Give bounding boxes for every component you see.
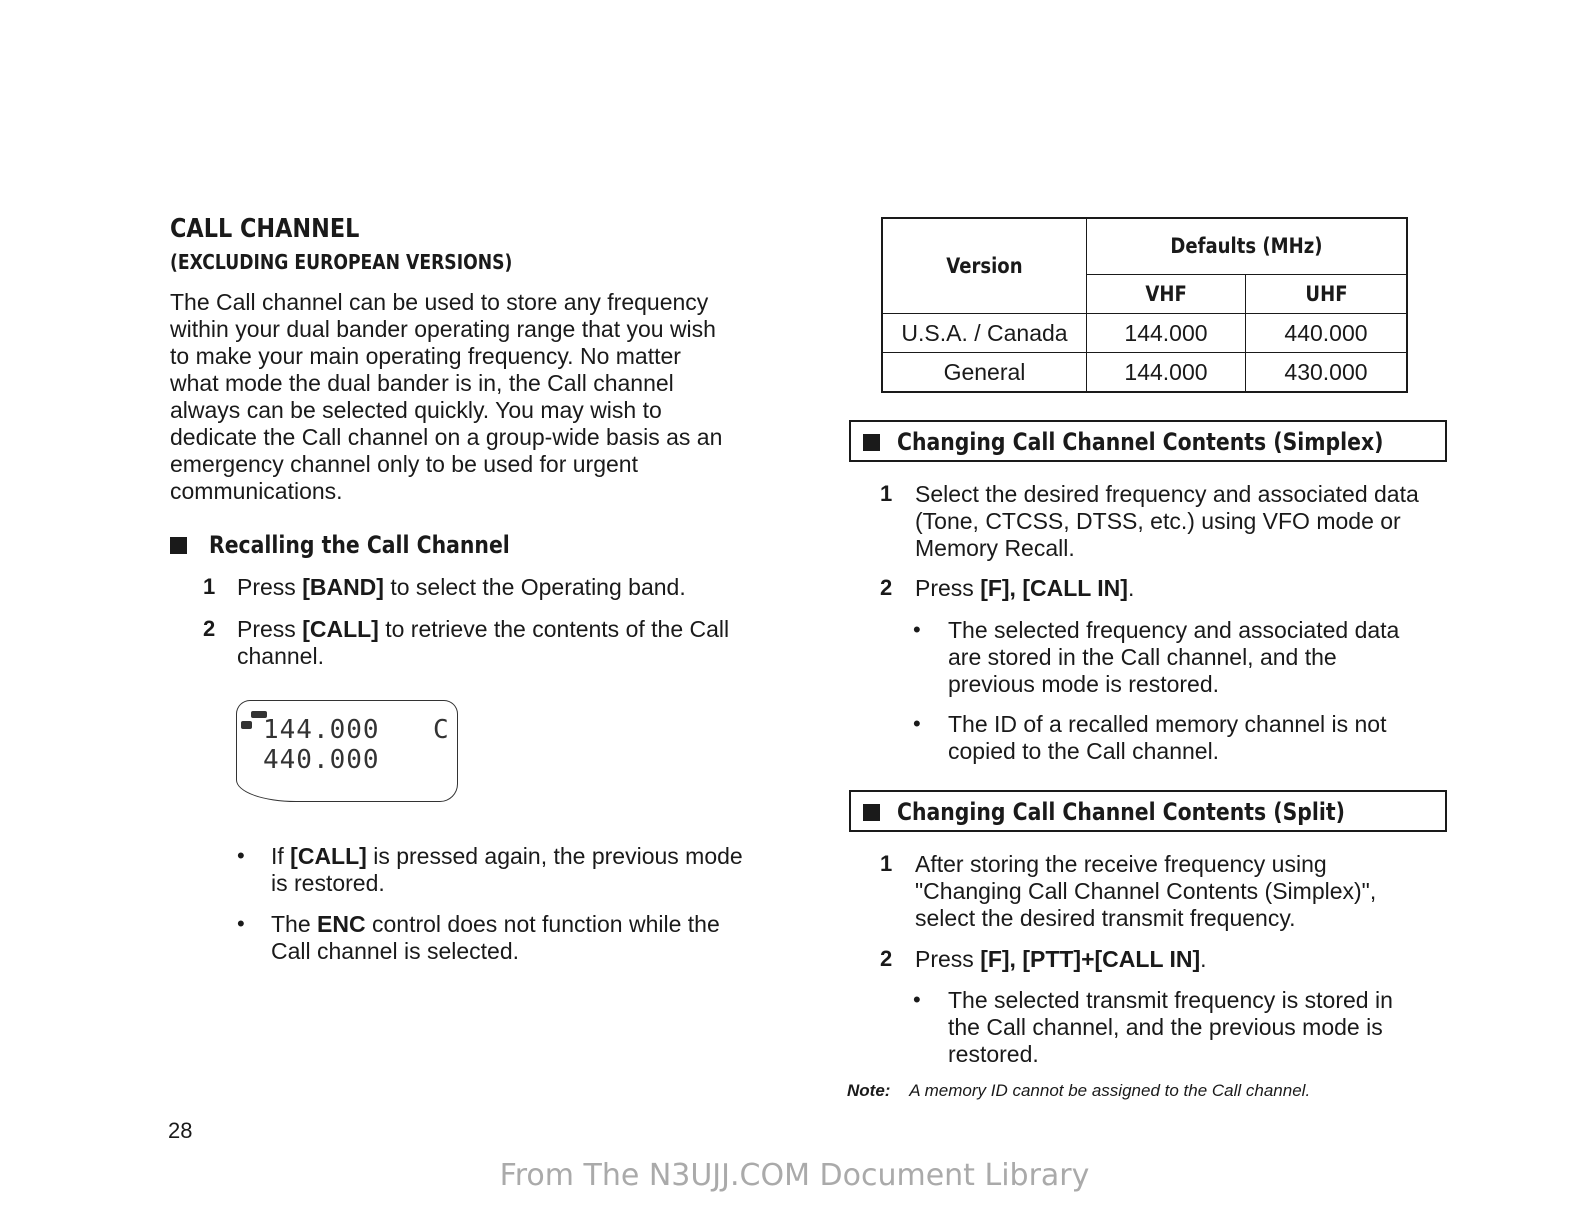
note bbox=[847, 1081, 1310, 1101]
lcd-display bbox=[236, 700, 458, 802]
defaults-table bbox=[881, 217, 1408, 393]
intro-paragraph: The Call channel can be used to store any frequency within your dual bander operating range that you wish to make your main operating frequency. No matter what mode the dual bander is in, the Call channel always can be selected quickly. You may wish to dedicate the Call channel on a group-wide basis as an emergency channel only to be used for urgent communications. bbox=[170, 289, 723, 504]
note-label: Note: bbox=[847, 1081, 891, 1100]
section-recalling bbox=[170, 531, 563, 559]
bullet-square-icon bbox=[863, 804, 880, 821]
bullet-square-icon bbox=[170, 537, 187, 554]
bullet-text: If [CALL] is pressed again, the previous mode is restored. bbox=[271, 843, 743, 896]
bullet-text: The ID of a recalled memory channel is not copied to the Call channel. bbox=[948, 711, 1387, 764]
section-title: Recalling the Call Channel bbox=[209, 531, 511, 559]
bullet-text: The selected frequency and associated data are stored in the Call channel, and the previous mode is restored. bbox=[948, 617, 1400, 697]
table-row: General 144.000 430.000 bbox=[882, 353, 1407, 393]
lcd-line2: 440.000 bbox=[263, 745, 380, 775]
step-text: Press [CALL] to retrieve the contents of the Call channel. bbox=[237, 616, 730, 669]
enc-key: ENC bbox=[317, 911, 366, 937]
step-text: Select the desired frequency and associated data (Tone, CTCSS, DTSS, etc.) using VFO mode or Memory Recall. bbox=[915, 481, 1419, 561]
note-text: A memory ID cannot be assigned to the Call channel. bbox=[909, 1081, 1311, 1100]
step-text: After storing the receive frequency using "Changing Call Channel Contents (Simplex)", select the desired transmit frequency. bbox=[915, 851, 1377, 931]
table-header-defaults: Defaults (MHz) bbox=[1087, 218, 1408, 274]
step-text: Press [F], [PTT]+[CALL IN]. bbox=[915, 946, 1207, 972]
step-text: Press [F], [CALL IN]. bbox=[915, 575, 1135, 601]
battery-icon bbox=[241, 721, 252, 729]
simplex-title: Changing Call Channel Contents (Simplex) bbox=[897, 428, 1384, 456]
simplex-heading-box bbox=[849, 420, 1447, 462]
band-key: [BAND] bbox=[302, 574, 384, 600]
table-header-vhf: VHF bbox=[1087, 274, 1246, 313]
split-title: Changing Call Channel Contents (Split) bbox=[897, 798, 1345, 826]
bullet-text: The ENC control does not function while the Call channel is selected. bbox=[271, 911, 720, 964]
footer-watermark: From The N3UJJ.COM Document Library bbox=[499, 1158, 1090, 1193]
bullet-square-icon bbox=[863, 434, 880, 451]
f-call-in-key: [F], [CALL IN] bbox=[980, 575, 1128, 601]
step-text: Press [BAND] to select the Operating band. bbox=[237, 574, 686, 600]
lcd-line1: 144.000 bbox=[263, 715, 380, 745]
split-heading-box bbox=[849, 790, 1447, 832]
page-number: 28 bbox=[168, 1118, 193, 1143]
step-number: 1 bbox=[203, 574, 216, 599]
lcd-call-indicator: C bbox=[433, 715, 450, 745]
step-number: 2 bbox=[203, 616, 216, 641]
table-header-version: Version bbox=[882, 218, 1087, 314]
page-title: CALL CHANNEL bbox=[170, 214, 360, 244]
f-ptt-call-in-key: [F], [PTT]+[CALL IN] bbox=[980, 946, 1201, 972]
page-subtitle: (EXCLUDING EUROPEAN VERSIONS) bbox=[170, 250, 513, 274]
bullet-text: The selected transmit frequency is stored in the Call channel, and the previous mode is restored. bbox=[948, 987, 1393, 1067]
table-header-uhf: UHF bbox=[1246, 274, 1408, 313]
table-row: U.S.A. / Canada 144.000 440.000 bbox=[882, 314, 1407, 353]
call-key: [CALL] bbox=[302, 616, 379, 642]
